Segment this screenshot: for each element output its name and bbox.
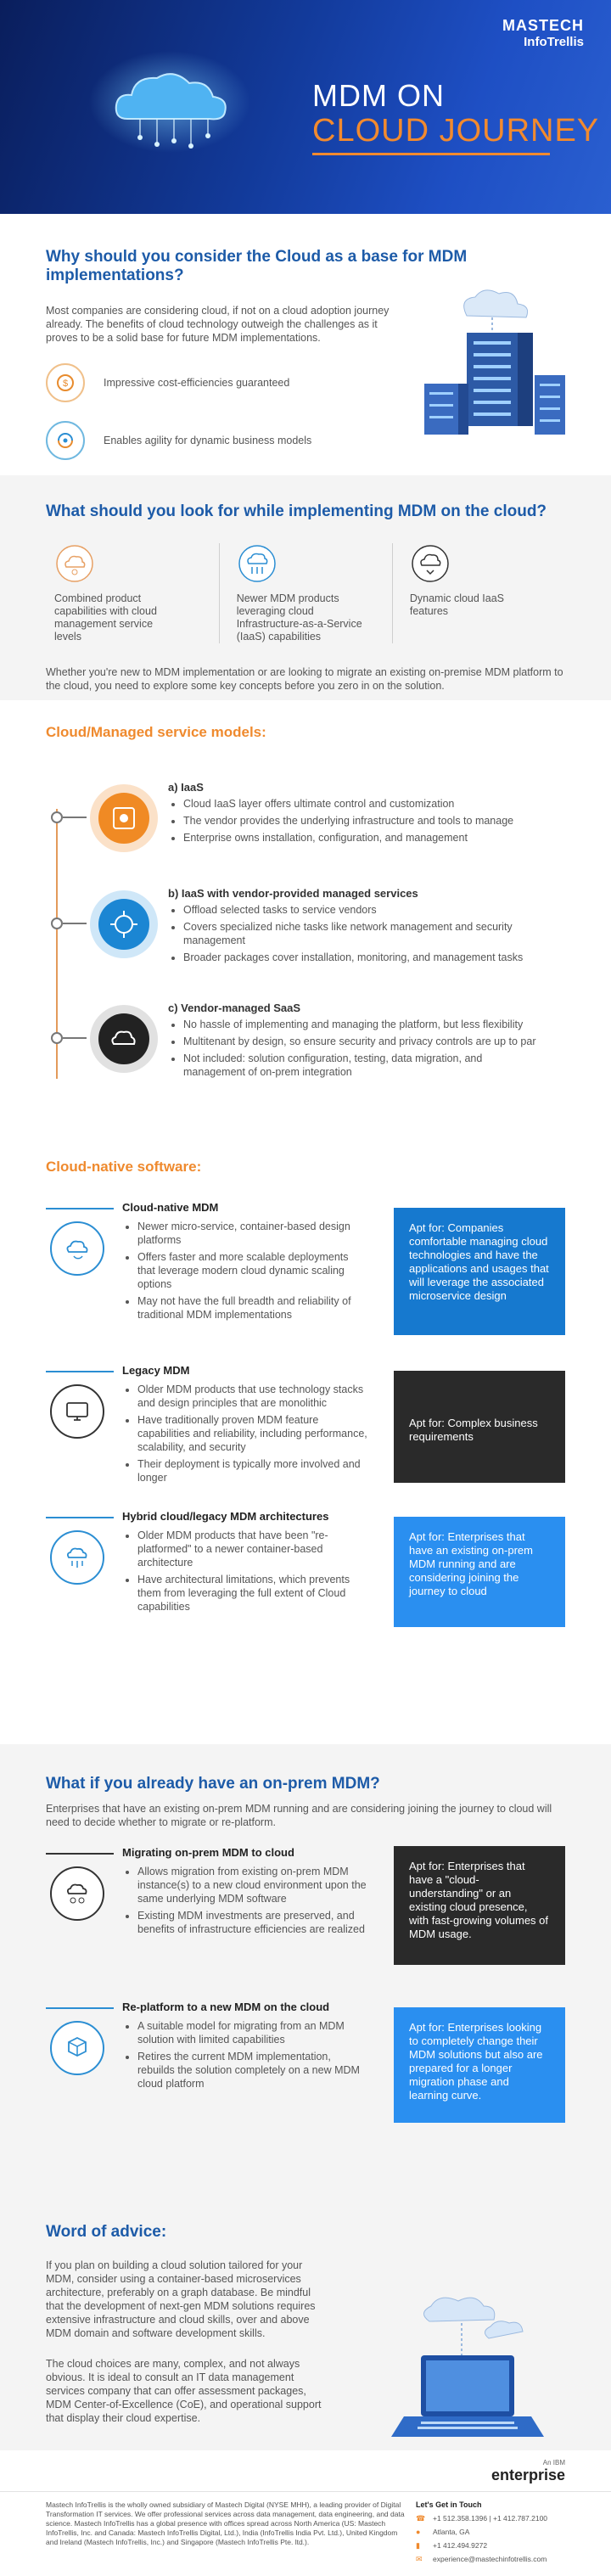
- onprem-item-title: Migrating on-prem MDM to cloud: [122, 1846, 294, 1859]
- contact-location: ● Atlanta, GA: [416, 2528, 470, 2536]
- benefit-label: Enables agility for dynamic business models: [104, 435, 312, 446]
- model-title: a) IaaS: [168, 781, 204, 794]
- native-item-title: Hybrid cloud/legacy MDM architectures: [122, 1510, 329, 1523]
- advice-section: [0, 2186, 611, 2450]
- brand-logo-text: MASTECH: [502, 17, 584, 34]
- model-title: b) IaaS with vendor-provided managed services: [168, 887, 418, 900]
- what-heading: What should you look for while implementing MDM on the cloud?: [46, 502, 547, 520]
- advice-heading: Word of advice:: [46, 2223, 167, 2241]
- models-heading: Cloud/Managed service models:: [46, 724, 266, 740]
- native-bullet: • Their deployment is typically more involved and longer: [137, 1457, 368, 1484]
- native-bullet: • May not have the full breadth and reliability of traditional MDM implementations: [137, 1294, 368, 1322]
- onprem-bullet: • Retires the current MDM implementation, rebuilds the solution completely on a new MDM cloud platform: [137, 2050, 368, 2091]
- native-bullet: • Have traditionally proven MDM feature capabilities and reliability, including performance, scalability, and security: [137, 1413, 368, 1454]
- replatform-cubes-icon: [50, 2021, 104, 2075]
- contact-heading: Let's Get in Touch: [416, 2500, 482, 2509]
- native-item-list: [122, 1525, 368, 1617]
- what-cards: [46, 543, 565, 643]
- model-content: [168, 1002, 541, 1082]
- model-bullet: • Broader packages cover installation, monitoring, and management tasks: [183, 951, 541, 964]
- hero-banner: [0, 0, 611, 214]
- model-content: [168, 781, 541, 848]
- location-icon: ●: [416, 2528, 421, 2536]
- cloud-infrastructure-icon: [237, 543, 277, 584]
- laptop-cloud-illustration: [362, 2287, 574, 2457]
- model-bullets: [168, 903, 541, 964]
- contact-phone[interactable]: ☎ +1 512.358.1396 | +1 412.787.2100: [416, 2514, 548, 2523]
- model-bullet: • Enterprise owns installation, configuration, and management: [183, 831, 541, 845]
- contact-email[interactable]: ✉ experience@mastechinfotrellis.com: [416, 2555, 547, 2563]
- native-item-title: Cloud-native MDM: [122, 1201, 219, 1214]
- hero-title-underline: [312, 153, 550, 155]
- model-content: [168, 887, 541, 968]
- timeline-connector: [63, 923, 87, 924]
- enterprise-badge: [491, 2459, 565, 2484]
- what-card: [392, 543, 563, 643]
- section-accent-line: [46, 2007, 114, 2009]
- section-accent-line: [46, 1208, 114, 1209]
- onprem-item-list: [122, 2016, 368, 2094]
- native-item-list: [122, 1216, 368, 1325]
- model-bullet: • Offload selected tasks to service vendors: [183, 903, 541, 917]
- mobile-icon: ▮: [416, 2541, 420, 2550]
- managed-services-icon: [87, 887, 161, 962]
- cloud-servers-illustration: [407, 282, 577, 452]
- onprem-bullet: • Allows migration from existing on-prem MDM instance(s) to a new cloud environment upon the same underlying MDM software: [137, 1865, 368, 1905]
- timeline-dot: [51, 1032, 63, 1044]
- hero-title-line1: MDM ON: [312, 78, 445, 113]
- dynamic-cloud-icon: [410, 543, 451, 584]
- cloud-management-icon: [54, 543, 95, 584]
- hybrid-network-icon: [50, 1530, 104, 1585]
- section-accent-line: [46, 1371, 114, 1372]
- native-legacy-mdm: [46, 1364, 565, 1484]
- advice-paragraph-2: The cloud choices are many, complex, and not always obvious. It is ideal to consult an IT data management services company that can offer assessment packages, MDM Center-of-Excellence (CoE), and operational support that display their cloud expertise.: [46, 2358, 322, 2424]
- why-section: [0, 214, 611, 475]
- brand-sub-text: InfoTrellis: [524, 35, 584, 49]
- on-prem-section: [0, 1744, 611, 2186]
- footer: [0, 2491, 611, 2576]
- contact-phone-2[interactable]: ▮ +1 412.494.9272: [416, 2541, 488, 2550]
- section-accent-line: [46, 1517, 114, 1518]
- email-icon: ✉: [416, 2555, 423, 2563]
- native-bullet: • Offers faster and more scalable deployments that leverage modern cloud dynamic scaling options: [137, 1250, 368, 1291]
- timeline-dot: [51, 811, 63, 823]
- what-tail-text: Whether you're new to MDM implementation or are looking to migrate an existing on-premise MDM platform to the cloud, you need to explore some key concepts before you zero in on the solution.: [46, 666, 563, 692]
- timeline-dot: [51, 918, 63, 929]
- cost-savings-icon: [46, 363, 85, 402]
- model-bullet: • Multitenant by design, so ensure security and privacy controls are up to par: [183, 1035, 541, 1048]
- onprem-heading: What if you already have an on-prem MDM?: [46, 1775, 380, 1793]
- cloud-sync-icon: [50, 1221, 104, 1276]
- native-bullet: • Older MDM products that use technology stacks and design principles that are monolithic: [137, 1383, 368, 1410]
- agility-icon: [46, 421, 85, 460]
- apt-for-box: Apt for: Enterprises that have an existing on-prem MDM running and are considering joining the journey to cloud: [394, 1517, 565, 1627]
- hero-title-line2: CLOUD JOURNEY: [312, 113, 600, 149]
- why-heading: Why should you consider the Cloud as a base for MDM implementations?: [46, 248, 468, 284]
- phone-icon: ☎: [416, 2514, 426, 2523]
- what-card-text: Dynamic cloud IaaS features: [409, 592, 505, 617]
- advice-paragraph-1: If you plan on building a cloud solution tailored for your MDM, consider using a container-based microservices architecture, preferably on a graph database. Be mindful that the development of next-gen MDM solutions requires extensive infrastructure and cloud skills, over and above MDM domain and software development skills.: [46, 2259, 316, 2339]
- cloud-network-icon: [89, 51, 250, 153]
- brand-logo: [502, 17, 584, 49]
- apt-for-box: Apt for: Enterprises looking to completely change their MDM solutions but also are prepared for a longer migration phase and learning curve.: [394, 2007, 565, 2123]
- svg-text:$: $: [62, 379, 69, 389]
- what-section: [0, 475, 611, 700]
- enterprise-badge-small: An IBM: [542, 2459, 565, 2467]
- model-bullet: • Cloud IaaS layer offers ultimate control and customization: [183, 797, 541, 811]
- onprem-intro: Enterprises that have an existing on-prem MDM running and are considering joining the journey to cloud will need to decide whether to migrate or re-platform.: [46, 1803, 552, 1828]
- onprem-bullet: • A suitable model for migrating from an MDM solution with limited capabilities: [137, 2019, 368, 2046]
- service-models-section: [0, 700, 611, 1744]
- onprem-migrate: [46, 1846, 565, 1955]
- apt-for-box: Apt for: Complex business requirements: [394, 1371, 565, 1483]
- timeline-connector: [63, 817, 87, 818]
- onprem-bullet: • Existing MDM investments are preserved, and benefits of infrastructure efficiencies are realized: [137, 1909, 368, 1936]
- onprem-item-title: Re-platform to a new MDM on the cloud: [122, 2001, 330, 2013]
- what-card: [219, 543, 390, 643]
- saas-icon: [87, 1002, 161, 1076]
- legacy-computer-icon: [50, 1384, 104, 1439]
- apt-for-box: Apt for: Enterprises that have a "cloud-understanding" or an existing cloud presence, with fast-growing volumes of MDM usage.: [394, 1846, 565, 1965]
- section-accent-line: [46, 1853, 114, 1855]
- model-bullets: [168, 1018, 541, 1079]
- migration-icon: [50, 1866, 104, 1921]
- benefit-label: Impressive cost-efficiencies guaranteed: [104, 377, 290, 389]
- native-bullet: • Have architectural limitations, which prevents them from leveraging the full extent of Cloud capabilities: [137, 1573, 368, 1614]
- native-heading: Cloud-native software:: [46, 1159, 202, 1175]
- native-cloud-mdm: [46, 1201, 565, 1335]
- model-bullet: • The vendor provides the underlying infrastructure and tools to manage: [183, 814, 541, 828]
- enterprise-badge-big: enterprise: [490, 2467, 565, 2483]
- what-card-text: Combined product capabilities with cloud management service levels: [54, 592, 157, 643]
- model-bullets: [168, 797, 541, 845]
- timeline-connector: [63, 1037, 87, 1039]
- model-bullet: • Not included: solution configuration, testing, data migration, and management of on-prem integration: [183, 1052, 541, 1079]
- native-hybrid-mdm: [46, 1510, 565, 1627]
- native-bullet: • Newer micro-service, container-based design platforms: [137, 1220, 368, 1247]
- what-card: [46, 543, 217, 643]
- what-card-text: Newer MDM products leveraging cloud Infrastructure-as-a-Service (IaaS) capabilities: [236, 592, 362, 643]
- footer-brand-row: [0, 2450, 611, 2491]
- footer-about: Mastech InfoTrellis is the wholly owned subsidiary of Mastech Digital (NYSE MHH), a leading provider of Digital Transformation IT services. We offer professional services across data management, data engineering, and data science. Mastech InfoTrellis has a global presence with offices spread across North America (US: Mastech InfoTrellis, Inc. and Canada: Mastech InfoTrellis Digital, Ltd.), India (InfoTrellis India Pvt. Ltd.), United Kingdom and Ireland (Mastech InfoTrellis, Inc.) and Singapore (Mastech InfoTrellis Pte. ltd.).: [46, 2500, 405, 2546]
- model-bullet: • No hassle of implementing and managing the platform, but less flexibility: [183, 1018, 541, 1031]
- footer-contact: [416, 2500, 586, 2568]
- onprem-item-list: [122, 1861, 368, 1939]
- native-bullet: • Older MDM products that have been "re-platformed" to a newer container-based architecture: [137, 1529, 368, 1569]
- native-item-list: [122, 1379, 368, 1488]
- model-title: c) Vendor-managed SaaS: [168, 1002, 301, 1014]
- iaas-icon: [87, 781, 161, 856]
- why-intro: Most companies are considering cloud, if not on a cloud adoption journey already. The benefits of cloud technology outweigh the challenges as it proves to be a solid base for future MDM implementations.: [46, 305, 390, 344]
- onprem-replatform: [46, 2001, 565, 2123]
- apt-for-box: Apt for: Companies comfortable managing cloud technologies and have the applications and usages that will leverage the associated microservice design: [394, 1208, 565, 1335]
- native-item-title: Legacy MDM: [122, 1364, 190, 1377]
- model-bullet: • Covers specialized niche tasks like network management and security management: [183, 920, 541, 947]
